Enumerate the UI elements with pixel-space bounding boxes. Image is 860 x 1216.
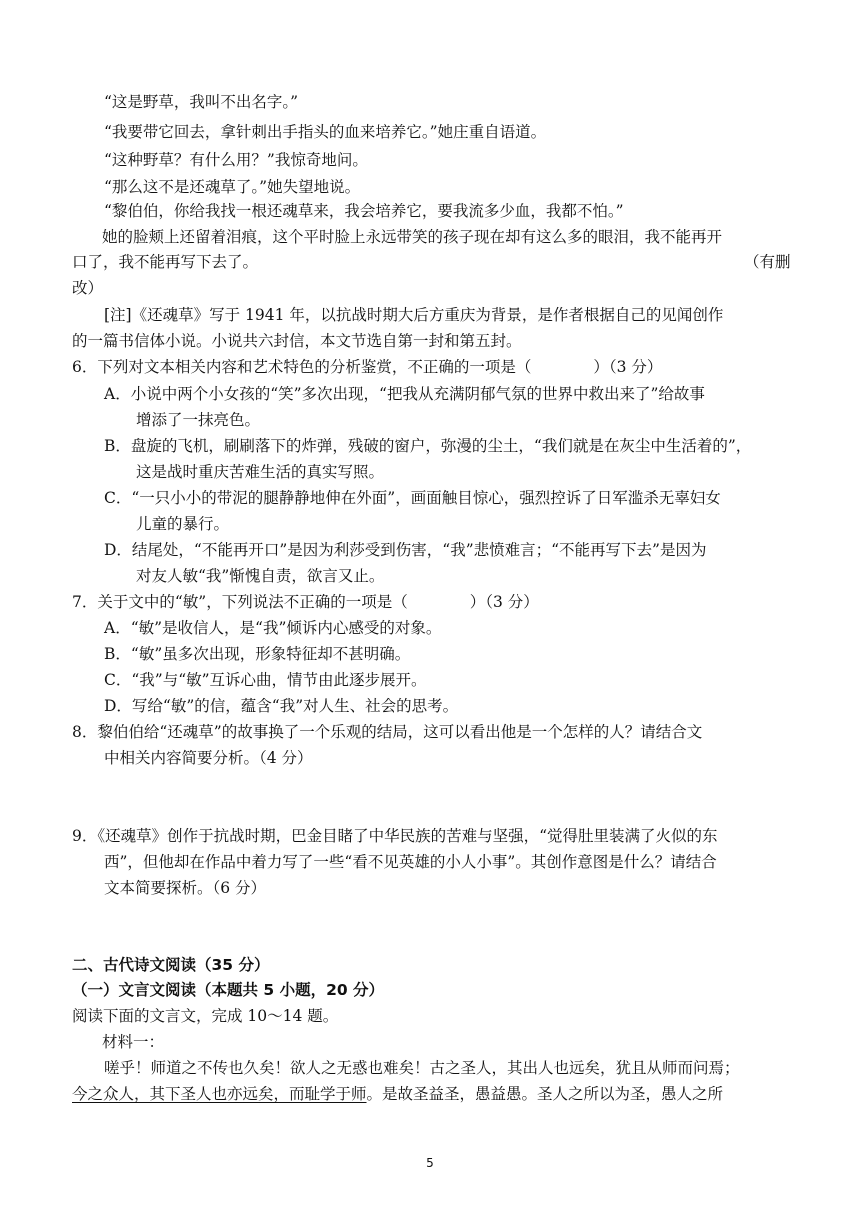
q8-line-1: 8．黎伯伯给“还魂草”的故事换了一个乐观的结局，这可以看出他是一个怎样的人？请结合文 (72, 723, 703, 741)
section2-subheading: （一）文言文阅读（本题共 5 小题，20 分） (72, 981, 385, 999)
story-line-8: 改） (72, 279, 104, 297)
q8-line-2: 中相关内容简要分析。（4 分） (104, 749, 313, 767)
classical-text-line-1: 嗟乎！师道之不传也久矣！欲人之无惑也难矣！古之圣人，其出人也远矣，犹且从师而问焉； (104, 1059, 740, 1077)
note-line-2: 的一篇书信体小说。小说共六封信，本文节选自第一封和第五封。 (72, 332, 522, 350)
q6-option-a-line1: A．小说中两个小女孩的“笑”多次出现，“把我从充满阴郁气氛的世界中救出来了”给故事 (104, 385, 705, 403)
page-number: 5 (426, 1156, 434, 1170)
classical-text-line-2-rest: 。是故圣益圣，愚益愚。圣人之所以为圣，愚人之所 (366, 1085, 724, 1103)
story-line-5: “黎伯伯，你给我找一根还魂草来，我会培养它，要我流多少血，我都不怕。” (104, 202, 624, 220)
story-line-6: 她的脸颊上还留着泪痕，这个平时脸上永远带笑的孩子现在却有这么多的眼泪，我不能再开 (102, 228, 723, 246)
q7-option-d: D．写给“敏”的信，蕴含“我”对人生、社会的思考。 (104, 697, 459, 715)
q7-stem: 7．关于文中的“敏”，下列说法不正确的一项是（ ）（3 分） (72, 593, 539, 611)
q6-option-c-line1: C．“一只小小的带泥的腿静静地伸在外面”，画面触目惊心，强烈控诉了日军滥杀无辜妇女 (104, 489, 721, 507)
story-line-3: “这种野草？有什么用？”我惊奇地问。 (104, 151, 368, 169)
q9-line-3: 文本简要探析。（6 分） (104, 879, 267, 897)
q6-stem: 6．下列对文本相关内容和艺术特色的分析鉴赏，不正确的一项是（ ）（3 分） (72, 358, 663, 376)
section2-instruction: 阅读下面的文言文，完成 10～14 题。 (72, 1007, 339, 1025)
q6-option-c-line2: 儿童的暴行。 (136, 515, 230, 533)
q9-line-1: 9．《还魂草》创作于抗战时期，巴金目睹了中华民族的苦难与坚强，“觉得肚里装满了火似的东 (72, 827, 718, 845)
note-line-1: [注]《还魂草》写于 1941 年，以抗战时期大后方重庆为背景，是作者根据自己的见闻创作 (104, 306, 724, 324)
q6-option-d-line2: 对友人敏“我”惭愧自责，欲言又止。 (136, 567, 385, 585)
story-line-7: 口了，我不能再写下去了。 (72, 253, 259, 271)
material-label: 材料一： (102, 1033, 165, 1051)
underlined-sentence: 今之众人，其下圣人也亦远矣，而耻学于师 (72, 1085, 367, 1103)
q7-option-c: C．“我”与“敏”互诉心曲，情节由此逐步展开。 (104, 671, 427, 689)
q6-option-b-line1: B．盘旋的飞机，刷刷落下的炸弹，残破的窗户，弥漫的尘土，“我们就是在灰尘中生活着的”， (104, 437, 752, 455)
story-line-2: “我要带它回去，拿针刺出手指头的血来培养它。”她庄重自语道。 (104, 123, 547, 141)
q9-line-2: 西”，但他却在作品中着力写了一些“看不见英雄的小人小事”。其创作意图是什么？请结合 (104, 853, 717, 871)
q6-option-d-line1: D．结尾处，“不能再开口”是因为利莎受到伤害，“我”悲愤难言；“不能再写下去”是因为 (104, 541, 707, 559)
section2-heading: 二、古代诗文阅读（35 分） (72, 956, 270, 974)
story-line-4: “那么这不是还魂草了。”她失望地说。 (104, 178, 361, 196)
story-line-1: “这是野草，我叫不出名字。” (104, 93, 299, 111)
classical-text-line-2 (72, 1084, 723, 1104)
revision-note: （有删 (744, 253, 791, 271)
q7-option-b: B．“敏”虽多次出现，形象特征却不甚明确。 (104, 645, 411, 663)
q6-option-b-line2: 这是战时重庆苦难生活的真实写照。 (136, 463, 385, 481)
q7-option-a: A．“敏”是收信人，是“我”倾诉内心感受的对象。 (104, 619, 442, 637)
q6-option-a-line2: 增添了一抹亮色。 (136, 411, 261, 429)
